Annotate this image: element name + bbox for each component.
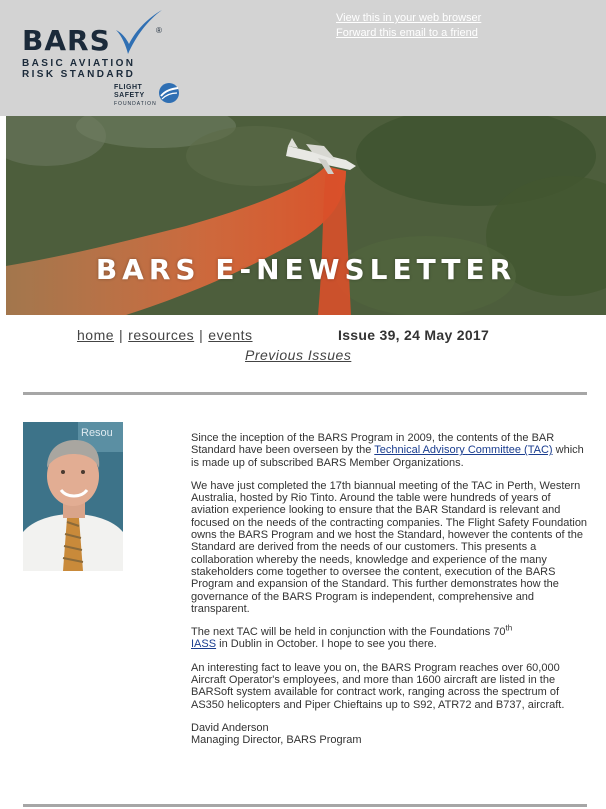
tac-link[interactable]: Technical Advisory Committee (TAC) <box>374 444 553 457</box>
article-paragraph-3: The next TAC will be held in conjunction with the Foundations 70th IASS in Dublin in October. I hope to see you there. <box>191 623 513 651</box>
photo-background-text: Resou <box>81 427 113 439</box>
signature <box>191 722 588 747</box>
article-paragraph-1: Since the inception of the BARS Program in 2009, the contents of the BAR Standard have been overseen by the Technical Advisory Committee (TAC) which is made up of subscribed BARS Member Organizations. <box>191 432 584 469</box>
fsf-line-1: FLIGHT <box>114 84 143 91</box>
view-in-browser-link[interactable]: View this in your web browser <box>336 12 482 24</box>
signature-title: Managing Director, BARS Program <box>191 734 362 747</box>
forward-email-link[interactable]: Forward this email to a friend <box>336 27 478 39</box>
issue-label: Issue 39, 24 May 2017 <box>338 327 490 343</box>
article-paragraph-4: An interesting fact to leave you on, the BARS Program reaches over 60,000 Aircraft Operator's employees, and more than 1600 aircraft are listed in the BARSoft system available for contract work, ranging across the spectrum of AS350 helicopters and Piper Chieftains up to S92, ATR72 and B737, aircraft. <box>191 661 565 711</box>
iass-link[interactable]: IASS <box>191 638 217 651</box>
logo-wordmark: BARS <box>22 24 111 57</box>
fsf-line-3: FOUNDATION <box>114 101 157 107</box>
author-photo <box>23 422 123 571</box>
logo-tagline-2: RISK STANDARD <box>22 69 136 80</box>
logo-tagline-1: BASIC AVIATION <box>22 58 136 69</box>
flight-safety-foundation-logo <box>114 82 184 110</box>
divider <box>23 392 587 395</box>
portrait-illustration <box>23 422 123 571</box>
nav-resources-link[interactable]: resources <box>128 327 195 343</box>
bars-logo[interactable] <box>22 10 182 110</box>
previous-issues-link[interactable]: Previous Issues <box>245 347 352 363</box>
header-links <box>336 11 536 41</box>
article-body <box>191 432 588 758</box>
hero-banner <box>6 116 606 315</box>
globe-icon <box>158 82 180 104</box>
nav-separator: | <box>119 327 124 343</box>
nav-separator: | <box>199 327 204 343</box>
divider <box>23 804 587 807</box>
email-header <box>0 0 606 116</box>
article-paragraph-2: We have just completed the 17th biannual meeting of the TAC in Perth, Western Australia, hosted by Rio Tinto. Around the table were hundreds of years of aviation experience looking to ensure that the BAR Standard is relevant and focused on the needs of the contracting companies. The Flight Safety Foundation owns the BARS Program and we host the Standard, however the contents of the Standard are derived from the needs of our customers. This presents a collaboration whereby the needs, knowledge and experience of the many stakeholders come together to oversee the content, execution of the BARS Program and expansion of the Standard. This further demonstrates how the governance of the BARS Program is independent, comprehensive and transparent. <box>191 479 588 615</box>
newsletter-title: BARS E-NEWSLETTER <box>95 253 517 286</box>
registered-mark: ® <box>156 26 162 35</box>
signature-name: David Anderson <box>191 721 269 734</box>
fsf-line-2: SAFETY <box>114 92 145 99</box>
nav-home-link[interactable]: home <box>77 327 115 343</box>
nav-events-link[interactable]: events <box>208 327 253 343</box>
nav-bar <box>77 327 253 343</box>
